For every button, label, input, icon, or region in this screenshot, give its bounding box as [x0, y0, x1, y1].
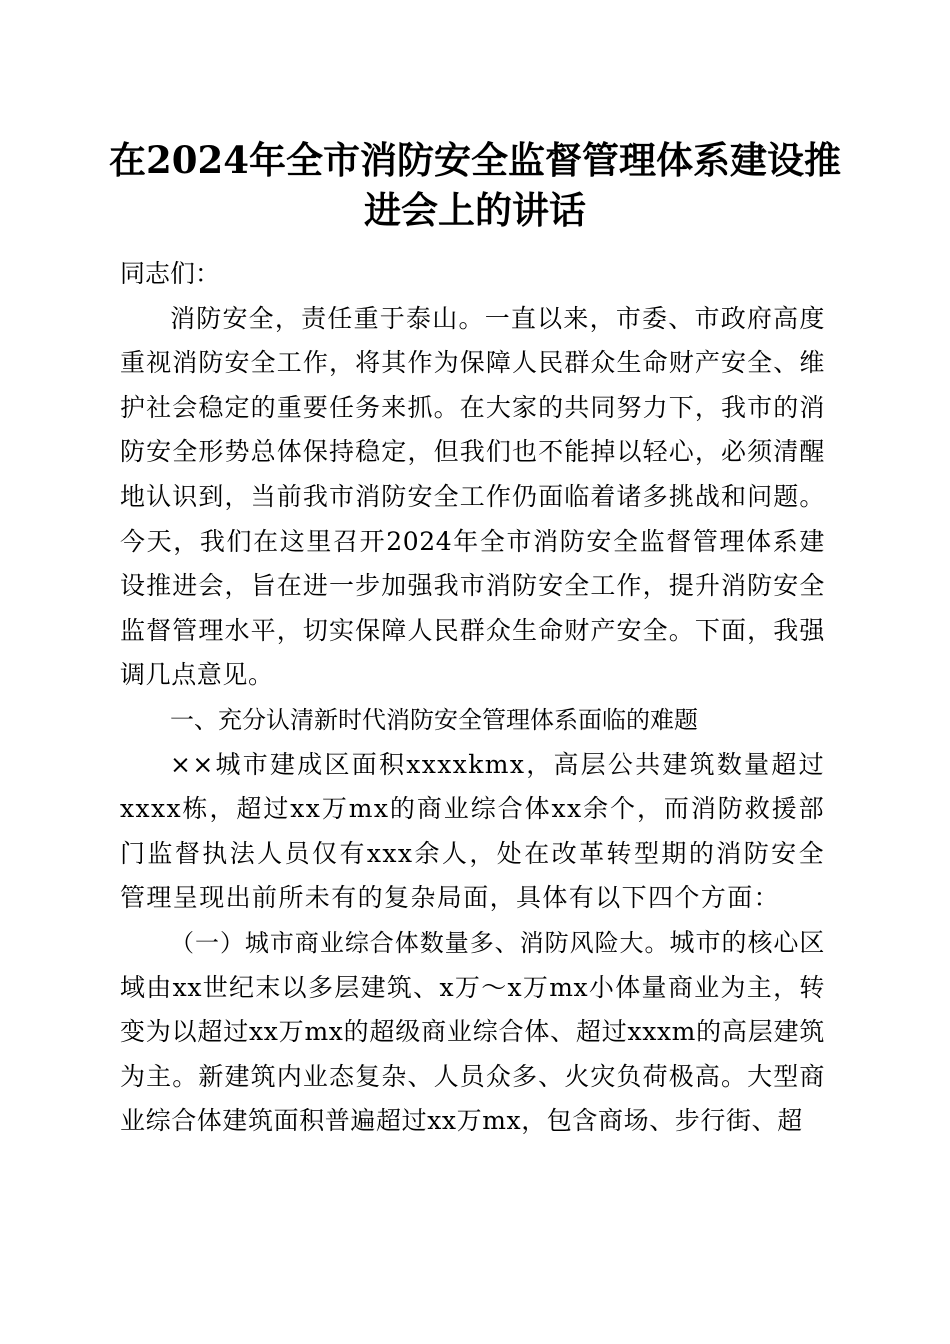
greeting: 同志们： — [120, 259, 221, 288]
intro-paragraph: 消防安全，责任重于泰山。一直以来，市委、市政府高度重视消防安全工作，将其作为保障人民群众生命财产安全、维护社会稳定的重要任务来抓。在大家的共同努力下，我市的消防安全形势总体保持稳定，但我们也不能掉以轻心，必须清醒地认识到，当前我市消防安全工作仍面临着诸多挑战和问题。今天，我们在这里召开2024年全市消防安全监督管理体系建设推进会，旨在进一步加强我市消防安全工作，提升消防安全监督管理水平，切实保障人民群众生命财产安全。下面，我强调几点意见。 — [120, 303, 825, 690]
subsection-1-text: 城市的核心区域由xx世纪末以多层建筑、x万～x万mx小体量商业为主，转变为以超过xx万mx的超级商业综合体、超过xxxm的高层建筑为主。新建筑内业态复杂、人员众多、火灾负荷极高。大型商业综合体建筑面积普遍超过xx万mx，包含商场、步行街、超 — [120, 927, 825, 1136]
section-1-heading: 一、充分认清新时代消防安全管理体系面临的难题 — [170, 705, 698, 734]
subsection-1-paragraph — [120, 921, 825, 1144]
document-title-line-1: 在2024年全市消防安全监督管理体系建设推 — [109, 138, 841, 182]
subsection-1-lead: （一）城市商业综合体数量多、消防风险大。 — [170, 928, 670, 957]
document-title-line-2: 进会上的讲话 — [364, 188, 586, 232]
document-body — [120, 252, 825, 1144]
section-1-paragraph: ××城市建成区面积xxxxkmx，高层公共建筑数量超过xxxx栋，超过xx万mx的商业综合体xx余个，而消防救援部门监督执法人员仅有xxx余人，处在改革转型期的消防安全管理呈现出前所未有的复杂局面，具体有以下四个方面： — [120, 749, 825, 913]
